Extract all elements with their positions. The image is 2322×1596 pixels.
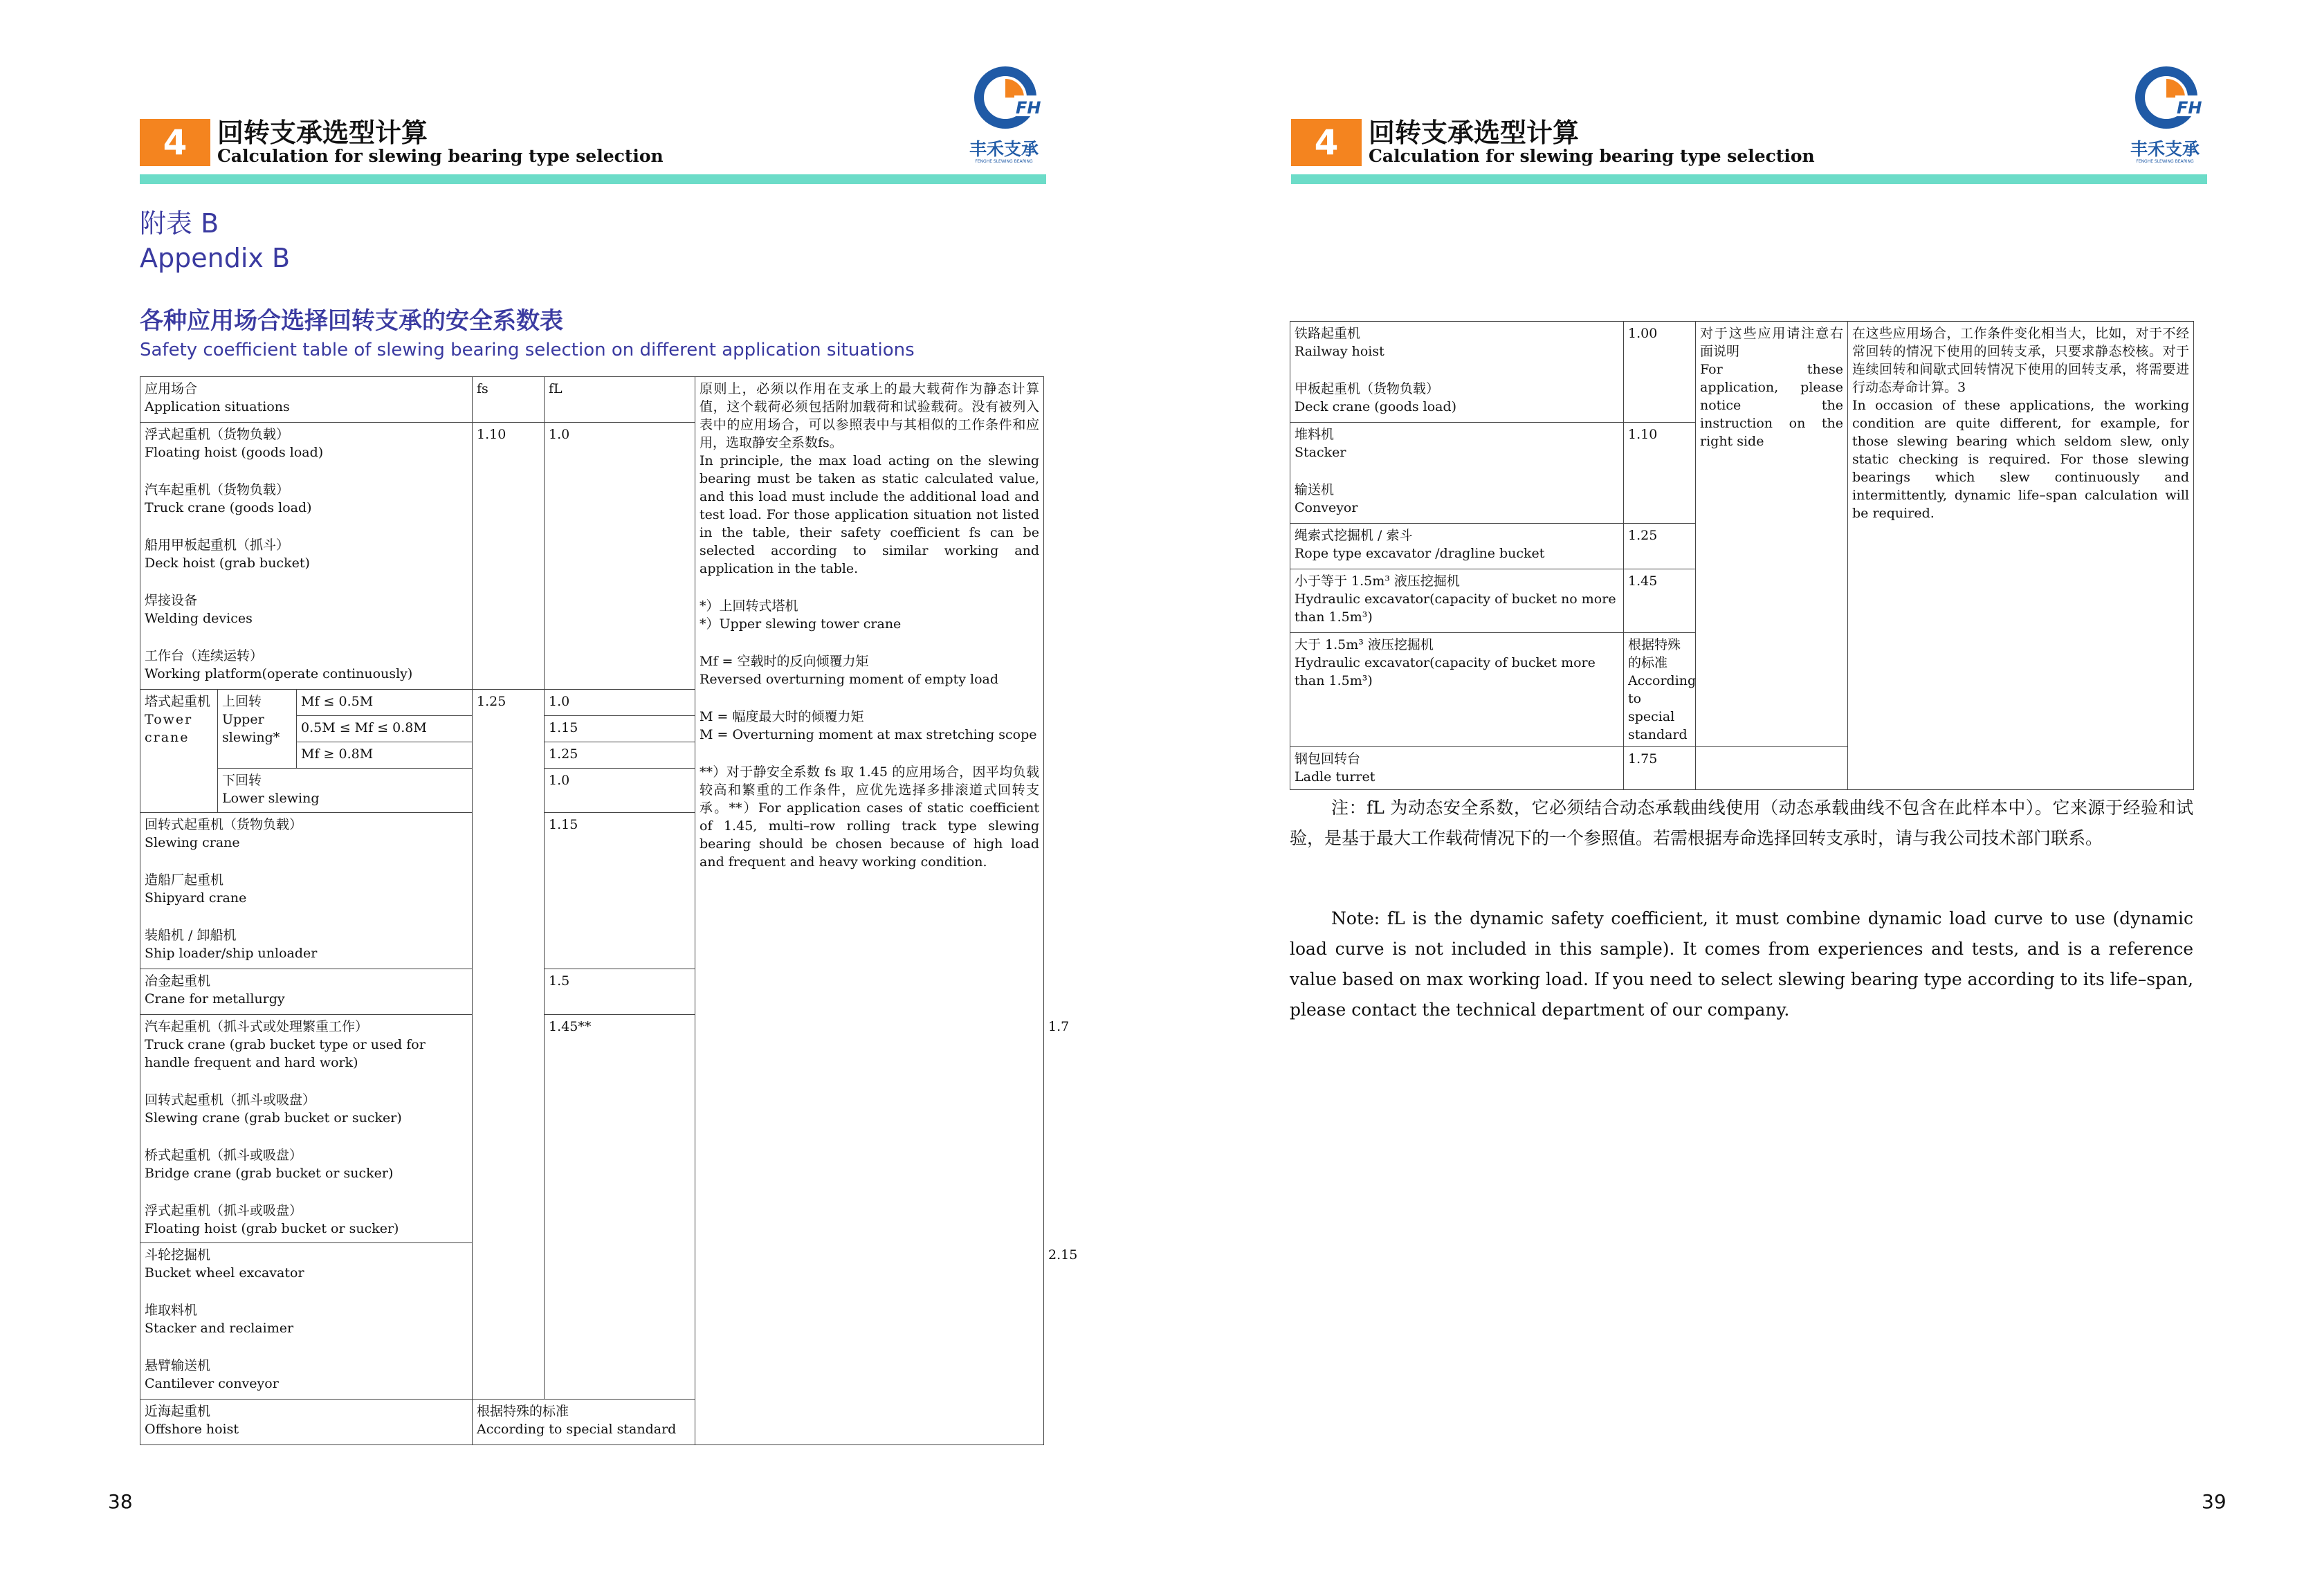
head-fs: fs bbox=[473, 377, 545, 423]
explanation-en: In occasion of these applications, the working condition are quite different, for example, for those slewing bearing which seldom slew, only static checking is required. For those slewing bearings which slew continuously and intermittently, dynamic life–span calculation will be required. bbox=[1852, 398, 2189, 521]
tower-en: Tower crane bbox=[145, 712, 193, 745]
safety-coefficient-table: 应用场合 Application situations fs fL 原则上，必须以作用在支承上的最大载荷作为静态计算值，这个载荷必须包括附加载荷和试验载荷。没有被列入表中的应用场合，可以参照表中与其相似的工作条件和应用，选取静安全系数fs。 In principle, the max load acting on the slewing bearing must be taken as static calculated value, and this load must include the additional load and test load. For those application situation not listed in the table, their safety coefficient fs can be selected according to similar working and application in the table. *）上回转式塔机 *）Upper slewing tower crane Mf = 空载时的反向倾覆力矩 Reversed overturning moment of empty load M = 幅度最大时的倾覆力矩 M = Overturning moment at max stretching scope **）对于静安全系数 fs 取 1.45 的应用场合，因平均负载较高和繁重的工作条件，应优先选择多排滚道式回转支承。**）For application cases of static coefficient of 1.45, multi–row rolling track type slewing bearing should be chosen because of high load and frequent and heavy working condition. 浮式起重机（货物负载） Floating hoist (goods load) 汽车起重机（货物负载） Truck crane (goods load) 船用甲板起重机（抓斗） Deck hoist (grab bucket) 焊接设备 Welding devices 工作台（连续运转） Working platform(operate continuously) 1.10 1.0 塔式起重机 Tower crane 上回转 Upper slewing* Mf ≤ 0.5M 1.25 1.0 0.5M ≤ Mf ≤ 0.8M 1.15 Mf ≥ 0.8M 1.25 下回转 Lower slewing 1.0 回转式起重机（货物负载） Slewing crane 造船厂起重机 Shipyard crane 装船机 / 卸船机 Ship loader/ship unloader 1.15 冶金起重机 Crane for metallurgy 1.5 汽车起重机（抓斗式或处理繁重工作） Truck crane (grab bucket type or used for handle frequent and hard work) 回转式起重机（抓斗或吸盘） Slewing crane (grab bucket or sucker) 桥式起重机（抓斗或吸盘） Bridge crane (grab bucket or sucker) 浮式起重机（抓斗或吸盘） Floating hoist (grab bucket or sucker) 1.45** 1.7 斗轮挖掘机 Bucket wheel excavator 堆取料机 Stacker and reclaimer 悬臂输送机 Cantilever conveyor 2.15 近海起重机 Offshore hoist 根据特殊的标准 According to special standard bbox=[140, 376, 1044, 1445]
group3-cell bbox=[140, 813, 473, 969]
app-en: Cantilever conveyor bbox=[145, 1376, 279, 1391]
fl-cell: 1.0 bbox=[545, 423, 695, 690]
note-m-zh: M = 幅度最大时的倾覆力矩 bbox=[700, 709, 864, 724]
note-upper-en: *）Upper slewing tower crane bbox=[700, 616, 902, 632]
head-application-zh: 应用场合 bbox=[145, 381, 198, 396]
safety-coefficient-table-continued bbox=[1290, 321, 2194, 790]
app-zh: 工作台（连续运转） bbox=[145, 648, 264, 663]
section-title-zh: 各种应用场合选择回转支承的安全系数表 bbox=[140, 307, 563, 335]
chapter-number: 4 bbox=[1291, 119, 1362, 166]
app-en: Bucket wheel excavator bbox=[145, 1265, 304, 1281]
upper-en: Upper slewing* bbox=[222, 712, 280, 745]
fl-cell: 1.0 bbox=[545, 769, 695, 813]
fs-cell: 1.25 bbox=[473, 690, 545, 1400]
fs-cell: 1.10 bbox=[1624, 423, 1696, 524]
note-principle-en: In principle, the max load acting on the slewing bearing must be taken as static calculated value, and this load must include the additional load and test load. For those application situation not listed in the table, their safety coefficient fs can be selected according to similar working and application in the table. bbox=[700, 453, 1040, 576]
brand-name-en: FENGHE SLEWING BEARING bbox=[975, 159, 1033, 164]
note-m-en: M = Overturning moment at max stretching scope bbox=[700, 727, 1037, 742]
app-zh: 近海起重机 bbox=[145, 1404, 211, 1419]
app-zh: 大于 1.5m³ 液压挖掘机 bbox=[1295, 637, 1434, 652]
app-zh: 浮式起重机（货物负载） bbox=[145, 427, 290, 442]
explanation-cell bbox=[1848, 322, 2194, 790]
app-en: Hydraulic excavator(capacity of bucket no more than 1.5m³) bbox=[1295, 591, 1616, 625]
app-en: Shipyard crane bbox=[145, 890, 247, 906]
instruction-en: For these application, please notice the instruction on the right side bbox=[1700, 362, 1843, 449]
app-en: Stacker bbox=[1295, 445, 1346, 460]
app-en: Ship loader/ship unloader bbox=[145, 946, 318, 961]
app-zh: 回转式起重机（抓斗或吸盘） bbox=[145, 1092, 316, 1108]
svg-text:FH: FH bbox=[1016, 98, 1041, 118]
row2-cell bbox=[1290, 423, 1624, 524]
app-zh: 装船机 / 卸船机 bbox=[145, 928, 237, 943]
brand-name: 丰禾支承 bbox=[2130, 139, 2200, 159]
tower-crane-cell bbox=[140, 690, 218, 813]
app-en: Stacker and reclaimer bbox=[145, 1321, 294, 1336]
std-zh: 根据特殊的标准 bbox=[1628, 637, 1681, 670]
page-header bbox=[140, 119, 1046, 166]
app-en: Crane for metallurgy bbox=[145, 991, 285, 1007]
app-en: Slewing crane (grab bucket or sucker) bbox=[145, 1110, 402, 1126]
app-zh: 斗轮挖掘机 bbox=[145, 1247, 211, 1263]
appendix-label-en: Appendix B bbox=[140, 243, 291, 273]
special-standard-cell bbox=[473, 1400, 695, 1445]
app-zh: 造船厂起重机 bbox=[145, 872, 224, 888]
chapter-number: 4 bbox=[140, 119, 210, 166]
explanation-number: 3 bbox=[1957, 380, 1966, 395]
app-zh: 悬臂输送机 bbox=[145, 1358, 211, 1373]
fs-cell: 1.45 bbox=[1624, 569, 1696, 633]
note-principle-zh: 原则上，必须以作用在支承上的最大载荷作为静态计算值，这个载荷必须包括附加载荷和试验载荷。没有被列入表中的应用场合，可以参照表中与其相似的工作条件和应用，选取静安全系数fs。 bbox=[700, 381, 1040, 450]
app-zh: 堆料机 bbox=[1295, 427, 1335, 442]
row1-cell bbox=[1290, 322, 1624, 423]
lower-slewing-cell bbox=[218, 769, 473, 813]
page-header bbox=[1291, 119, 2207, 166]
header-title-en: Calculation for slewing bearing type selection bbox=[217, 146, 664, 166]
app-en: Bridge crane (grab bucket or sucker) bbox=[145, 1166, 394, 1181]
fs-cell: 1.00 bbox=[1624, 322, 1696, 423]
special-standard-cell bbox=[1624, 633, 1696, 747]
group6-cell bbox=[140, 1243, 473, 1400]
fl-cell: 1.0 bbox=[545, 690, 695, 716]
note-upper-zh: *）上回转式塔机 bbox=[700, 598, 798, 614]
app-zh: 回转式起重机（货物负载） bbox=[145, 817, 303, 832]
range-cell: Mf ≤ 0.5M bbox=[297, 690, 473, 716]
fh-logo-icon bbox=[974, 66, 1041, 136]
app-zh: 桥式起重机（抓斗或吸盘） bbox=[145, 1148, 303, 1163]
header-title-en: Calculation for slewing bearing type selection bbox=[1369, 146, 1815, 166]
app-en: Working platform(operate continuously) bbox=[145, 666, 413, 681]
row4-cell bbox=[1290, 569, 1624, 633]
app-en: Slewing crane bbox=[145, 835, 240, 850]
app-en: Railway hoist bbox=[1295, 344, 1384, 359]
head-fl: fL bbox=[545, 377, 695, 423]
note-zh: 注：fL 为动态安全系数，它必须结合动态承载曲线使用（动态承载曲线不包含在此样本中）。它来源于经验和试验，是基于最大工作载荷情况下的一个参照值。若需根据寿命选择回转支承时，请与我公司技术部门联系。 bbox=[1290, 798, 2193, 848]
app-zh: 汽车起重机（货物负载） bbox=[145, 482, 290, 497]
group4-cell bbox=[140, 969, 473, 1015]
brand-name-en: FENGHE SLEWING BEARING bbox=[2136, 159, 2194, 164]
head-application-en: Application situations bbox=[145, 399, 290, 414]
page-number-left: 38 bbox=[108, 1490, 133, 1513]
app-zh: 汽车起重机（抓斗式或处理繁重工作） bbox=[145, 1019, 369, 1034]
note-mf-en: Reversed overturning moment of empty load bbox=[700, 672, 999, 687]
instruction-zh: 对于这些应用请注意右面说明 bbox=[1700, 326, 1843, 359]
note-multirow: **）对于静安全系数 fs 取 1.45 的应用场合，因平均负载较高和繁重的工作条件，应优先选择多排滚道式回转支承。**）For application cases of static coefficient of 1.45, multi–row rolling track type slewing bearing should be chosen because of high load and frequent and heavy working condition. bbox=[700, 764, 1040, 870]
std-en: According to special standard bbox=[477, 1422, 677, 1437]
app-en: Deck hoist (grab bucket) bbox=[145, 556, 310, 571]
notes-column bbox=[695, 377, 1044, 1445]
row6-cell bbox=[1290, 747, 1624, 790]
app-en: Welding devices bbox=[145, 611, 253, 626]
page-number-right: 39 bbox=[2202, 1490, 2227, 1513]
range-cell: 0.5M ≤ Mf ≤ 0.8M bbox=[297, 716, 473, 742]
app-en: Floating hoist (goods load) bbox=[145, 445, 324, 460]
fh-logo-icon bbox=[2135, 66, 2202, 136]
app-zh: 甲板起重机（货物负载） bbox=[1295, 381, 1440, 396]
row5-cell bbox=[1290, 633, 1624, 747]
section-title-en: Safety coefficient table of slewing bearing selection on different application situations bbox=[140, 340, 915, 360]
app-zh: 浮式起重机（抓斗或吸盘） bbox=[145, 1203, 303, 1218]
app-zh: 输送机 bbox=[1295, 482, 1335, 497]
fl-cell: 1.25 bbox=[545, 742, 695, 769]
app-en: Floating hoist (grab bucket or sucker) bbox=[145, 1221, 399, 1236]
header-title-zh: 回转支承选型计算 bbox=[1369, 117, 1580, 148]
empty-cell bbox=[1696, 747, 1848, 790]
svg-text:FH: FH bbox=[2177, 98, 2202, 118]
lower-zh: 下回转 bbox=[222, 773, 262, 788]
note-en: Note: fL is the dynamic safety coefficient, it must combine dynamic load curve to use (dynamic load curve is not included in this sample). It comes from experiences and tests, and is a reference value based on max working load. If you need to select slewing bearing type according to its life–span, please contact the technical department of our company. bbox=[1290, 908, 2193, 1020]
fl-cell: 1.15 bbox=[545, 813, 695, 969]
row3-cell bbox=[1290, 524, 1624, 569]
brand-name: 丰禾支承 bbox=[969, 139, 1039, 159]
app-zh: 堆取料机 bbox=[145, 1303, 198, 1318]
fl-cell: 1.5 bbox=[545, 969, 695, 1015]
app-zh: 焊接设备 bbox=[145, 593, 198, 608]
app-zh: 钢包回转台 bbox=[1295, 751, 1361, 767]
app-en: Hydraulic excavator(capacity of bucket more than 1.5m³) bbox=[1295, 655, 1596, 688]
fs-cell: 1.45** bbox=[545, 1015, 695, 1400]
upper-slewing-cell bbox=[218, 690, 297, 769]
app-en: Truck crane (goods load) bbox=[145, 500, 312, 515]
fl-cell: 1.15 bbox=[545, 716, 695, 742]
app-en: Rope type excavator /dragline bucket bbox=[1295, 546, 1545, 561]
app-zh: 绳索式挖掘机 / 索斗 bbox=[1295, 528, 1413, 543]
group5-cell bbox=[140, 1015, 473, 1243]
explanation-zh-text: 在这些应用场合，工作条件变化相当大，比如，对于不经常回转的情况下使用的回转支承，只要求静态校核。对于连续回转和间歇式回转情况下使用的回转支承，将需要进行动态寿命计算。 bbox=[1852, 326, 2189, 395]
instruction-cell bbox=[1696, 322, 1848, 747]
app-en: Truck crane (grab bucket type or used for handle frequent and hard work) bbox=[145, 1037, 426, 1070]
app-en: Offshore hoist bbox=[145, 1422, 239, 1437]
app-zh: 冶金起重机 bbox=[145, 973, 211, 989]
lower-en: Lower slewing bbox=[222, 791, 320, 806]
header-title-zh: 回转支承选型计算 bbox=[217, 117, 428, 148]
std-en: According to special standard bbox=[1628, 673, 1697, 742]
explanation-zh bbox=[1852, 324, 2189, 396]
tower-zh: 塔式起重机 bbox=[145, 694, 211, 709]
app-zh: 小于等于 1.5m³ 液压挖掘机 bbox=[1295, 574, 1460, 589]
std-zh: 根据特殊的标准 bbox=[477, 1404, 569, 1419]
app-en: Conveyor bbox=[1295, 500, 1358, 515]
group7-cell bbox=[140, 1400, 473, 1445]
company-logo bbox=[2120, 66, 2210, 170]
fs-cell: 1.75 bbox=[1624, 747, 1696, 790]
appendix-label-zh: 附表 B bbox=[140, 208, 219, 239]
fs-cell: 1.10 bbox=[473, 423, 545, 690]
note-mf-zh: Mf = 空载时的反向倾覆力矩 bbox=[700, 654, 869, 669]
company-logo bbox=[959, 66, 1049, 170]
range-cell: Mf ≥ 0.8M bbox=[297, 742, 473, 769]
app-zh: 铁路起重机 bbox=[1295, 326, 1361, 341]
upper-zh: 上回转 bbox=[222, 694, 262, 709]
group1-cell bbox=[140, 423, 473, 690]
app-en: Ladle turret bbox=[1295, 769, 1375, 785]
header-divider bbox=[1291, 174, 2207, 184]
app-en: Deck crane (goods load) bbox=[1295, 399, 1457, 414]
fs-cell: 1.25 bbox=[1624, 524, 1696, 569]
app-zh: 船用甲板起重机（抓斗） bbox=[145, 538, 290, 553]
header-divider bbox=[140, 174, 1046, 184]
